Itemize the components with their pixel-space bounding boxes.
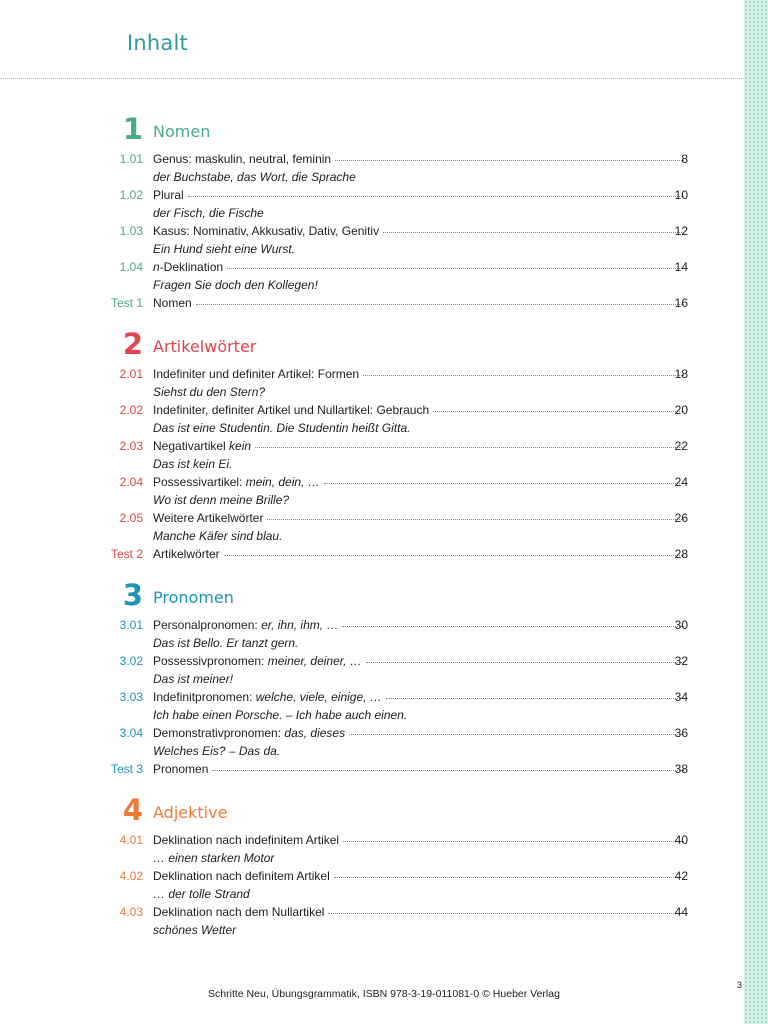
section-title-text: -Deklination xyxy=(159,260,224,274)
section-entry xyxy=(153,186,688,204)
section-entry xyxy=(153,258,688,276)
section-entry xyxy=(153,150,688,168)
toc-entry[interactable] xyxy=(0,473,744,491)
chapter-number: 3 xyxy=(122,578,143,612)
section-entry xyxy=(153,545,688,563)
section-code: 2.02 xyxy=(119,403,143,417)
section-title-text: Indefinitpronomen: xyxy=(153,690,256,704)
section-title xyxy=(153,903,324,921)
example-row xyxy=(0,383,744,401)
section-code: 4.02 xyxy=(119,869,143,883)
section-title xyxy=(153,294,192,312)
section-entry xyxy=(153,831,688,849)
example-sentence: Fragen Sie doch den Kollegen! xyxy=(153,278,318,292)
example-sentence: Ich habe einen Porsche. – Ich habe auch einen. xyxy=(153,708,408,722)
toc-entry[interactable] xyxy=(0,186,744,204)
section-title xyxy=(153,473,320,491)
table-of-contents xyxy=(0,112,744,939)
dot-leader xyxy=(343,841,684,842)
page-ref: 40 xyxy=(674,833,688,847)
example-row xyxy=(0,670,744,688)
example-sentence: Siehst du den Stern? xyxy=(153,385,266,399)
example-row xyxy=(0,921,744,939)
page-ref: 36 xyxy=(674,726,688,740)
page-ref: 34 xyxy=(674,690,688,704)
section-title-text: Personalpronomen: xyxy=(153,618,262,632)
section-title-text: Plural xyxy=(153,188,184,202)
section-title xyxy=(153,437,251,455)
section-entry xyxy=(153,867,688,885)
example-row xyxy=(0,706,744,724)
toc-entry[interactable] xyxy=(0,867,744,885)
dot-leader xyxy=(334,877,684,878)
toc-entry[interactable] xyxy=(0,365,744,383)
example-sentence: schönes Wetter xyxy=(153,923,237,937)
section-entry xyxy=(153,616,688,634)
toc-entry[interactable] xyxy=(0,222,744,240)
chapter-title: Pronomen xyxy=(153,588,234,607)
chapter-number: 2 xyxy=(122,327,143,361)
toc-entry[interactable] xyxy=(0,294,744,312)
example-row xyxy=(0,419,744,437)
section-code: Test 3 xyxy=(110,762,143,776)
dot-leader xyxy=(188,196,684,197)
section-title xyxy=(153,545,220,563)
section-code: 3.03 xyxy=(119,690,143,704)
example-sentence: Das ist Bello. Er tanzt gern. xyxy=(153,636,299,650)
example-row xyxy=(0,491,744,509)
chapter-heading xyxy=(0,327,744,365)
dot-leader xyxy=(386,698,684,699)
page-ref: 30 xyxy=(674,618,688,632)
section-code: Test 1 xyxy=(110,296,143,310)
dot-leader xyxy=(335,160,684,161)
example-sentence: … einen starken Motor xyxy=(153,851,275,865)
example-row xyxy=(0,168,744,186)
page-ref: 12 xyxy=(674,224,688,238)
dot-leader xyxy=(212,770,684,771)
page-ref: 38 xyxy=(674,762,688,776)
dot-leader xyxy=(383,232,684,233)
section-title-text: Weitere Artikelwörter xyxy=(153,511,264,525)
section-entry xyxy=(153,509,688,527)
dot-leader xyxy=(363,375,684,376)
page-number: 3 xyxy=(736,980,742,990)
toc-entry[interactable] xyxy=(0,437,744,455)
page-ref: 24 xyxy=(674,475,688,489)
example-sentence: … der tolle Strand xyxy=(153,887,250,901)
section-title xyxy=(153,222,379,240)
section-title-text: Nomen xyxy=(153,296,192,310)
section-title-italic: er, ihn, ihm, … xyxy=(261,618,339,632)
chapter-number: 1 xyxy=(122,112,143,146)
page-ref: 32 xyxy=(674,654,688,668)
chapter-spacer xyxy=(0,563,744,578)
section-title-text: Deklination nach definitem Artikel xyxy=(153,869,330,883)
section-title-italic: welche, viele, einige, … xyxy=(255,690,382,704)
section-code: 3.04 xyxy=(119,726,143,740)
section-code: 4.03 xyxy=(119,905,143,919)
section-title xyxy=(153,401,429,419)
section-entry xyxy=(153,437,688,455)
chapter-title: Nomen xyxy=(153,122,211,141)
footer-copyright: Schritte Neu, Übungsgrammatik, ISBN 978-3-19-011081-0 © Hueber Verlag xyxy=(208,988,560,1000)
chapter-spacer xyxy=(0,778,744,793)
section-title xyxy=(153,760,208,778)
section-title xyxy=(153,186,184,204)
example-sentence: Ein Hund sieht eine Wurst. xyxy=(153,242,296,256)
section-code: 2.05 xyxy=(119,511,143,525)
toc-entry[interactable] xyxy=(0,401,744,419)
header-divider xyxy=(0,78,744,79)
section-title xyxy=(153,867,330,885)
toc-entry[interactable] xyxy=(0,688,744,706)
page-ref: 8 xyxy=(681,152,688,166)
section-title-italic: kein xyxy=(229,439,252,453)
toc-entry[interactable] xyxy=(0,903,744,921)
section-title-text: Negativartikel xyxy=(153,439,230,453)
page-ref: 28 xyxy=(674,547,688,561)
section-entry xyxy=(153,724,688,742)
chapter-spacer xyxy=(0,312,744,327)
section-entry xyxy=(153,760,688,778)
section-entry xyxy=(153,401,688,419)
dot-leader xyxy=(255,447,684,448)
dot-leader xyxy=(196,304,684,305)
example-sentence: Manche Käfer sind blau. xyxy=(153,529,283,543)
section-code: 2.03 xyxy=(119,439,143,453)
section-title xyxy=(153,365,359,383)
dot-leader xyxy=(267,519,684,520)
section-title-text: Kasus: Nominativ, Akkusativ, Dativ, Genitiv xyxy=(153,224,380,238)
toc-entry[interactable] xyxy=(0,545,744,563)
example-sentence: Das ist meiner! xyxy=(153,672,234,686)
example-row xyxy=(0,742,744,760)
page-ref: 26 xyxy=(674,511,688,525)
section-title xyxy=(153,509,263,527)
section-title xyxy=(153,724,345,742)
section-title xyxy=(153,688,382,706)
chapter-title: Artikelwörter xyxy=(153,337,257,356)
section-entry xyxy=(153,222,688,240)
section-code: Test 2 xyxy=(110,547,143,561)
section-title xyxy=(153,831,339,849)
dot-leader xyxy=(227,268,684,269)
section-title-italic: mein, dein, … xyxy=(245,475,320,489)
section-title-text: Indefiniter, definiter Artikel und Nullartikel: Gebrauch xyxy=(153,403,430,417)
dot-leader xyxy=(324,483,684,484)
example-sentence: Welches Eis? – Das da. xyxy=(153,744,281,758)
page-ref: 22 xyxy=(674,439,688,453)
page-ref: 20 xyxy=(674,403,688,417)
dot-leader xyxy=(224,555,684,556)
dot-leader xyxy=(366,662,684,663)
dot-leader xyxy=(342,626,684,627)
section-entry xyxy=(153,652,688,670)
dot-leader xyxy=(433,411,684,412)
section-title-text: Deklination nach indefinitem Artikel xyxy=(153,833,340,847)
example-row xyxy=(0,885,744,903)
page-ref: 42 xyxy=(674,869,688,883)
section-code: 1.01 xyxy=(119,152,143,166)
toc-entry[interactable] xyxy=(0,616,744,634)
toc-entry[interactable] xyxy=(0,724,744,742)
chapter-number: 4 xyxy=(122,793,143,827)
section-code: 1.04 xyxy=(119,260,143,274)
page-ref: 18 xyxy=(674,367,688,381)
example-row xyxy=(0,849,744,867)
section-title xyxy=(153,652,362,670)
section-title-text: Artikelwörter xyxy=(153,547,220,561)
section-entry xyxy=(153,473,688,491)
page-ref: 44 xyxy=(674,905,688,919)
example-row xyxy=(0,276,744,294)
chapter-heading xyxy=(0,793,744,831)
section-code: 3.01 xyxy=(119,618,143,632)
section-title-text: Possessivpronomen: xyxy=(153,654,268,668)
section-title-italic: das, dieses xyxy=(284,726,346,740)
example-sentence: Das ist kein Ei. xyxy=(153,457,233,471)
section-code: 3.02 xyxy=(119,654,143,668)
toc-entry[interactable] xyxy=(0,509,744,527)
dot-leader xyxy=(349,734,684,735)
chapter-title: Adjektive xyxy=(153,803,228,822)
section-code: 4.01 xyxy=(119,833,143,847)
toc-entry[interactable] xyxy=(0,831,744,849)
section-title xyxy=(153,258,223,276)
section-code: 1.02 xyxy=(119,188,143,202)
example-row xyxy=(0,455,744,473)
section-title xyxy=(153,616,338,634)
example-row xyxy=(0,527,744,545)
example-sentence: der Fisch, die Fische xyxy=(153,206,264,220)
example-sentence: der Buchstabe, das Wort, die Sprache xyxy=(153,170,356,184)
toc-entry[interactable] xyxy=(0,652,744,670)
section-code: 1.03 xyxy=(119,224,143,238)
section-title-text: Possessivartikel: xyxy=(153,475,246,489)
page-ref: 10 xyxy=(674,188,688,202)
section-title-text: Demonstrativpronomen: xyxy=(153,726,285,740)
toc-entry[interactable] xyxy=(0,150,744,168)
section-code: 2.04 xyxy=(119,475,143,489)
section-entry xyxy=(153,903,688,921)
section-code: 2.01 xyxy=(119,367,143,381)
example-row xyxy=(0,240,744,258)
section-entry xyxy=(153,365,688,383)
toc-entry[interactable] xyxy=(0,760,744,778)
chapter-heading xyxy=(0,578,744,616)
section-title-italic: n xyxy=(153,260,160,274)
section-title-text: Indefiniter und definiter Artikel: Formen xyxy=(153,367,360,381)
section-title-text: Pronomen xyxy=(153,762,209,776)
toc-entry[interactable] xyxy=(0,258,744,276)
section-entry xyxy=(153,294,688,312)
example-row xyxy=(0,634,744,652)
dot-leader xyxy=(328,913,684,914)
example-sentence: Das ist eine Studentin. Die Studentin heißt Gitta. xyxy=(153,421,411,435)
section-entry xyxy=(153,688,688,706)
section-title-text: Deklination nach dem Nullartikel xyxy=(153,905,325,919)
decorative-side-strip xyxy=(744,0,768,1024)
example-row xyxy=(0,204,744,222)
example-sentence: Wo ist denn meine Brille? xyxy=(153,493,290,507)
section-title xyxy=(153,150,331,168)
page-ref: 16 xyxy=(674,296,688,310)
page-ref: 14 xyxy=(674,260,688,274)
page-title: Inhalt xyxy=(127,31,188,55)
chapter-heading xyxy=(0,112,744,150)
section-title-text: Genus: maskulin, neutral, feminin xyxy=(153,152,332,166)
section-title-italic: meiner, deiner, … xyxy=(267,654,362,668)
